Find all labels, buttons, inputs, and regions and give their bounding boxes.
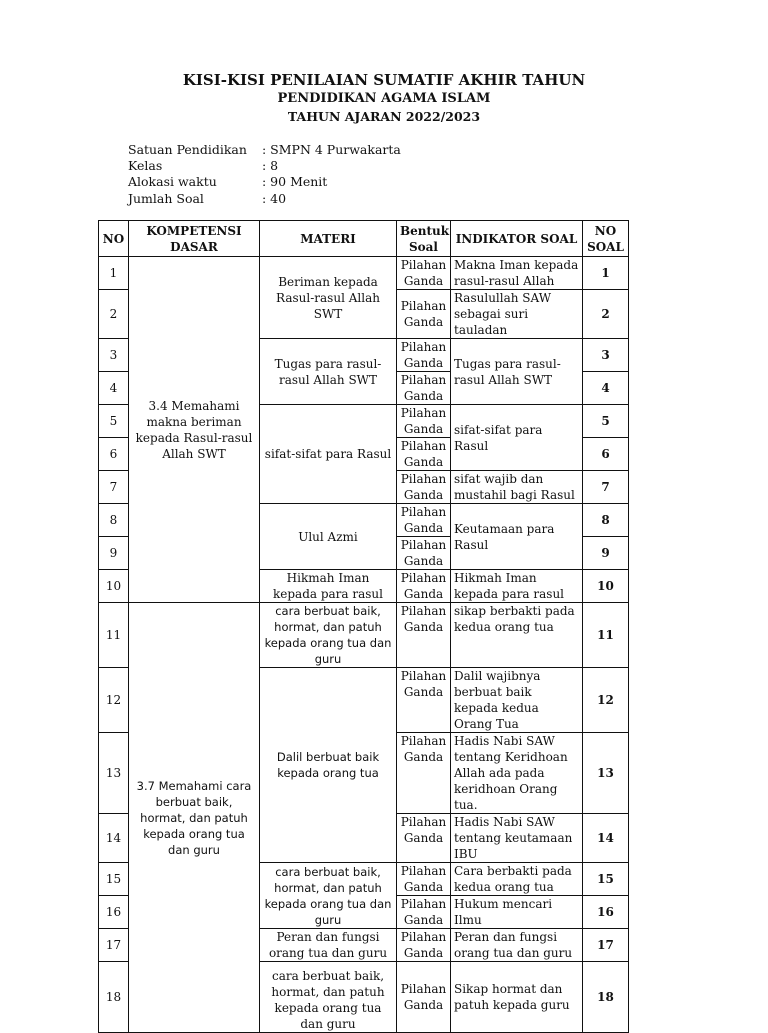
info-label: Kelas [128,158,163,174]
row-number: 16 [99,896,129,929]
info-value: : 90 Menit [262,174,328,190]
row-number: 6 [99,438,129,471]
indikator-cell: sikap berbakti pada kedua orang tua [451,603,583,668]
header-indikator: INDIKATOR SOAL [451,221,583,257]
info-value: : SMPN 4 Purwakarta [262,142,401,157]
row-number: 7 [99,471,129,504]
soal-number: 16 [583,896,629,929]
indikator-cell: Tugas para rasul-rasul Allah SWT [451,339,583,405]
bentuk-cell: Pilahan Ganda [397,504,451,537]
row-number: 18 [99,962,129,1033]
bentuk-cell: Pilahan Ganda [397,405,451,438]
row-number: 2 [99,290,129,339]
row-number: 10 [99,570,129,603]
row-number: 1 [99,257,129,290]
header-no: NO [99,221,129,257]
soal-number: 5 [583,405,629,438]
table-row [99,603,629,668]
header-nosoal: NO SOAL [583,221,629,257]
info-row [128,158,401,174]
indikator-cell: Hadis Nabi SAW tentang Keridhoan Allah ada pada keridhoan Orang tua. [451,733,583,814]
table-row [99,257,629,290]
bentuk-cell: Pilahan Ganda [397,257,451,290]
bentuk-cell: Pilahan Ganda [397,570,451,603]
indikator-cell: sifat-sifat para Rasul [451,405,583,471]
info-value: : 8 [262,158,279,174]
soal-number: 18 [583,962,629,1033]
materi-cell: cara berbuat baik, hormat, dan patuh kepada orang tua dan guru [260,603,397,668]
indikator-cell: Cara berbakti pada kedua orang tua [451,863,583,896]
soal-number: 4 [583,372,629,405]
grid-table-container [98,220,630,1031]
row-number: 14 [99,814,129,863]
bentuk-cell: Pilahan Ganda [397,339,451,372]
document-year: TAHUN AJARAN 2022/2023 [287,109,481,124]
row-number: 5 [99,405,129,438]
indikator-cell: sifat wajib dan mustahil bagi Rasul [451,471,583,504]
soal-number: 9 [583,537,629,570]
bentuk-cell: Pilahan Ganda [397,863,451,896]
info-row [128,174,401,190]
soal-number: 1 [583,257,629,290]
materi-cell: Hikmah Iman kepada para rasul [260,570,397,603]
indikator-cell: Keutamaan para Rasul [451,504,583,570]
materi-cell: cara berbuat baik, hormat, dan patuh kepada orang tua dan guru [260,962,397,1033]
info-label: Alokasi waktu [128,174,217,190]
bentuk-cell: Pilahan Ganda [397,290,451,339]
row-number: 12 [99,668,129,733]
materi-cell: Dalil berbuat baik kepada orang tua [260,668,397,863]
soal-number: 7 [583,471,629,504]
row-number: 4 [99,372,129,405]
header-bentuk: Bentuk Soal [397,221,451,257]
soal-number: 17 [583,929,629,962]
soal-number: 8 [583,504,629,537]
indikator-cell: Dalil wajibnya berbuat baik kepada kedua Orang Tua [451,668,583,733]
row-number: 17 [99,929,129,962]
header-materi: MATERI [260,221,397,257]
bentuk-cell: Pilahan Ganda [397,668,451,733]
row-number: 8 [99,504,129,537]
bentuk-cell: Pilahan Ganda [397,471,451,504]
bentuk-cell: Pilahan Ganda [397,372,451,405]
soal-number: 3 [583,339,629,372]
header-kompetensi: KOMPETENSI DASAR [129,221,260,257]
row-number: 3 [99,339,129,372]
indikator-cell: Makna Iman kepada rasul-rasul Allah [451,257,583,290]
info-value: : 40 [262,190,287,206]
soal-number: 2 [583,290,629,339]
bentuk-cell: Pilahan Ganda [397,896,451,929]
row-number: 15 [99,863,129,896]
materi-cell: Ulul Azmi [260,504,397,570]
materi-cell: Peran dan fungsi orang tua dan guru [260,929,397,962]
materi-cell: sifat-sifat para Rasul [260,405,397,504]
indikator-cell: Hadis Nabi SAW tentang keutamaan IBU [451,814,583,863]
indikator-cell: Rasulullah SAW sebagai suri tauladan [451,290,583,339]
document-subject: PENDIDIKAN AGAMA ISLAM [277,91,491,106]
indikator-cell: Sikap hormat dan patuh kepada guru [451,962,583,1033]
bentuk-cell: Pilahan Ganda [397,603,451,668]
row-number: 13 [99,733,129,814]
materi-cell: cara berbuat baik, hormat, dan patuh kepada orang tua dan guru [260,863,397,929]
info-label: Jumlah Soal [128,190,204,206]
materi-cell: Beriman kepada Rasul-rasul Allah SWT [260,257,397,339]
info-row [128,142,401,158]
soal-number: 11 [583,603,629,668]
bentuk-cell: Pilahan Ganda [397,929,451,962]
indikator-cell: Peran dan fungsi orang tua dan guru [451,929,583,962]
bentuk-cell: Pilahan Ganda [397,733,451,814]
soal-number: 10 [583,570,629,603]
soal-number: 15 [583,863,629,896]
table-header-row [99,221,629,257]
document-title-block [0,70,768,125]
school-info [128,142,401,207]
bentuk-cell: Pilahan Ganda [397,814,451,863]
bentuk-cell: Pilahan Ganda [397,438,451,471]
bentuk-cell: Pilahan Ganda [397,962,451,1033]
kompetensi-cell: 3.7 Memahami cara berbuat baik, hormat, dan patuh kepada orang tua dan guru [129,603,260,1033]
row-number: 11 [99,603,129,668]
indikator-cell: Hukum mencari Ilmu [451,896,583,929]
soal-number: 12 [583,668,629,733]
materi-cell: Tugas para rasul-rasul Allah SWT [260,339,397,405]
document-title: KISI-KISI PENILAIAN SUMATIF AKHIR TAHUN [182,71,586,89]
soal-number: 6 [583,438,629,471]
info-row [128,191,401,207]
info-label: Satuan Pendidikan [128,142,247,157]
soal-number: 13 [583,733,629,814]
soal-number: 14 [583,814,629,863]
kompetensi-cell: 3.4 Memahami makna beriman kepada Rasul-rasul Allah SWT [129,257,260,603]
bentuk-cell: Pilahan Ganda [397,537,451,570]
row-number: 9 [99,537,129,570]
indikator-cell: Hikmah Iman kepada para rasul [451,570,583,603]
kisi-kisi-table [98,220,629,1033]
